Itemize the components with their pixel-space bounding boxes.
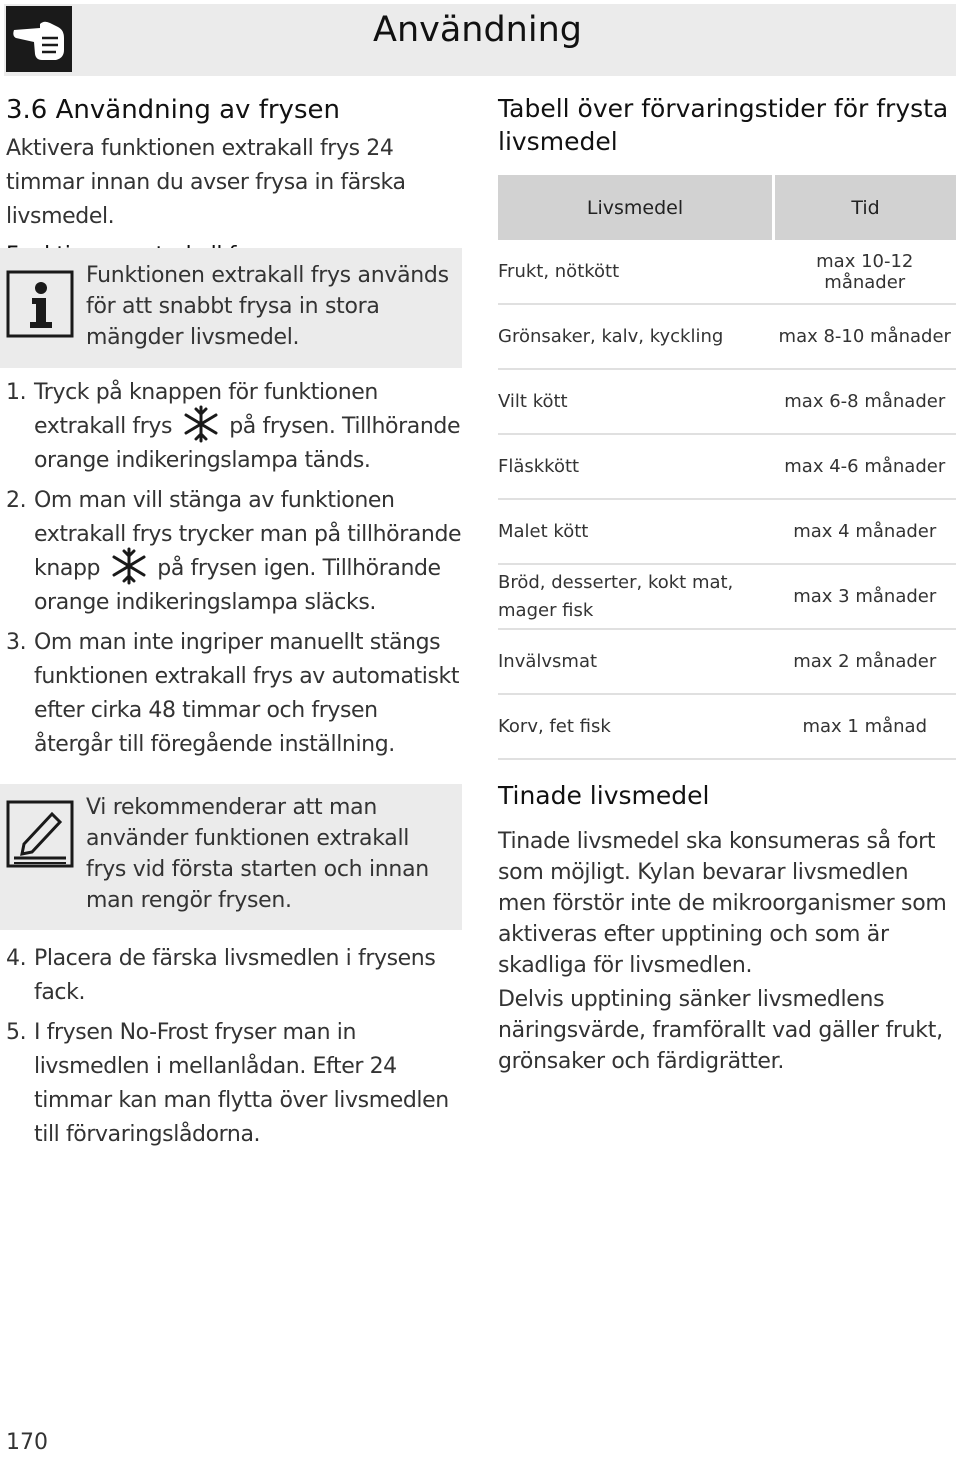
table-header-row <box>498 175 956 240</box>
list-item: 3. Om man inte ingriper manuellt stängs funktionen extrakall frys av automatiskt efter cirka 48 timmar och frysen återgår till föregående inställning. <box>6 630 460 757</box>
table-row: Grönsaker, kalv, kyckling max 8-10 månader <box>498 304 956 369</box>
pencil-note-icon <box>6 800 74 868</box>
intro-paragraph: Aktivera funktionen extrakall frys 24 timmar innan du avser frysa in färska livsmedel. <box>6 136 406 229</box>
snowflake-icon <box>109 546 149 586</box>
table-row: Vilt kött max 6-8 månader <box>498 369 956 434</box>
thaw-paragraph-1: Tinade livsmedel ska konsumeras så fort som möjligt. Kylan bevarar livsmedlen men förstör inte de mikroorganismer som aktiveras efter upptining och som är skadliga för livsmedlen. <box>498 829 947 978</box>
table-row: Korv, fet fisk max 1 månad <box>498 694 956 759</box>
info-icon <box>6 270 74 338</box>
list-item: 2. Om man vill stänga av funktionen extrakall frys trycker man på tillhörande knapp på frysen igen. Tillhörande orange indikeringslampa släcks. <box>6 488 462 615</box>
table-title: Tabell över förvaringstider för frysta livsmedel <box>498 94 949 156</box>
thaw-heading: Tinade livsmedel <box>498 781 710 810</box>
snowflake-icon <box>181 404 221 444</box>
tip-note-text: Vi rekommenderar att man använder funktionen extrakall frys vid första starten och innan man rengör frysen. <box>86 795 429 913</box>
list-item: 4. Placera de färska livsmedlen i frysens fack. <box>6 946 436 1005</box>
list-item: 5. I frysen No-Frost fryser man in livsmedlen i mellanlådan. Efter 24 timmar kan man flytta över livsmedlen till förvaringslådorna. <box>6 1020 449 1147</box>
column-header-time: Tid <box>774 175 957 240</box>
pointing-hand-icon <box>6 6 72 72</box>
column-header-food: Livsmedel <box>498 175 774 240</box>
table-row: Fläskkött max 4-6 månader <box>498 434 956 499</box>
info-note-box <box>0 248 462 368</box>
page-title: Användning <box>373 10 582 50</box>
storage-times-table <box>498 175 956 760</box>
page-number: 170 <box>6 1430 48 1455</box>
list-item: 1. Tryck på knappen för funktionen extrakall frys på frysen. Tillhörande orange indikeringslampa tänds. <box>6 380 461 473</box>
steps-list-2 <box>6 942 462 1158</box>
section-title: 3.6 Användning av frysen <box>6 95 340 125</box>
table-row: Frukt, nötkött max 10-12 månader <box>498 240 956 304</box>
tip-note-box <box>0 784 462 930</box>
table-row: Invälvsmat max 2 månader <box>498 629 956 694</box>
steps-list-1 <box>6 376 462 768</box>
info-note-text: Funktionen extrakall frys används för att snabbt frysa in stora mängder livsmedel. <box>86 263 449 350</box>
thaw-paragraph-2: Delvis upptining sänker livsmedlens näringsvärde, framförallt vad gäller frukt, grönsaker och färdigrätter. <box>498 987 943 1074</box>
table-row: Malet kött max 4 månader <box>498 499 956 564</box>
table-row: Bröd, desserter, kokt mat, mager fisk max 3 månader <box>498 564 956 629</box>
